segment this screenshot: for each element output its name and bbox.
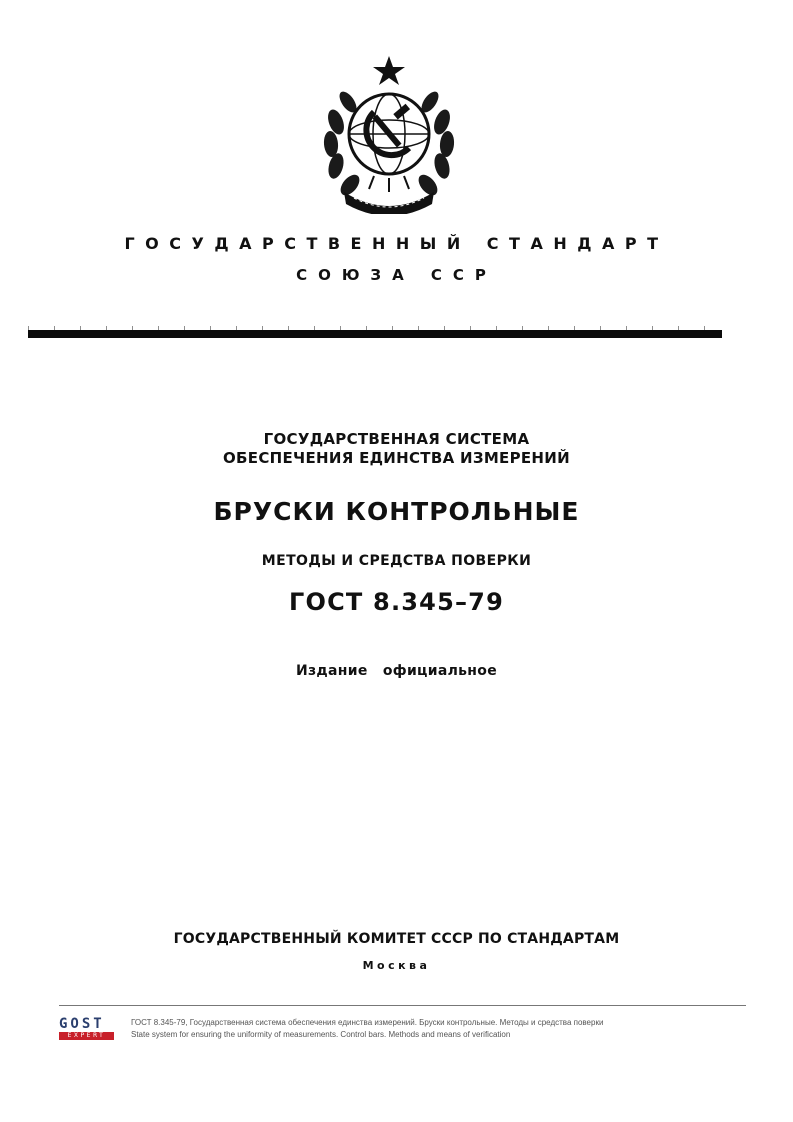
logo-gost-text: GOST xyxy=(59,1016,105,1032)
state-standard-heading: ГОСУДАРСТВЕННЫЙ СТАНДАРТ xyxy=(124,234,669,253)
gost-number: ГОСТ 8.345–79 xyxy=(289,588,504,616)
footer-description-en: State system for ensuring the uniformity of measurements. Control bars. Methods and means of verification xyxy=(131,1030,511,1039)
document-subtitle: МЕТОДЫ И СРЕДСТВА ПОВЕРКИ xyxy=(261,553,532,569)
ussr-coat-of-arms-icon xyxy=(314,52,464,214)
footer-description-ru: ГОСТ 8.345-79, Государственная система обеспечения единства измерений. Бруски контрольные. Методы и средства поверки xyxy=(131,1018,604,1027)
logo-expert-text: EXPERT xyxy=(59,1032,114,1040)
standard-system-text: ГОСУДАРСТВЕННАЯ СИСТЕМА ОБЕСПЕЧЕНИЯ ЕДИНСТВА ИЗМЕРЕНИЙ xyxy=(223,430,570,467)
heavy-separator xyxy=(28,330,722,338)
edition-label: Издание официальное xyxy=(295,663,497,679)
standard-system xyxy=(0,430,793,468)
publisher-city: Москва xyxy=(362,959,431,972)
document-title: БРУСКИ КОНТРОЛЬНЫЕ xyxy=(213,497,580,526)
footer-divider xyxy=(59,1005,746,1006)
gost-expert-logo[interactable] xyxy=(59,1017,115,1041)
publisher-committee: ГОСУДАРСТВЕННЫЙ КОМИТЕТ СССР ПО СТАНДАРТАМ xyxy=(173,931,620,947)
ussr-heading: СОЮЗА ССР xyxy=(296,266,497,284)
